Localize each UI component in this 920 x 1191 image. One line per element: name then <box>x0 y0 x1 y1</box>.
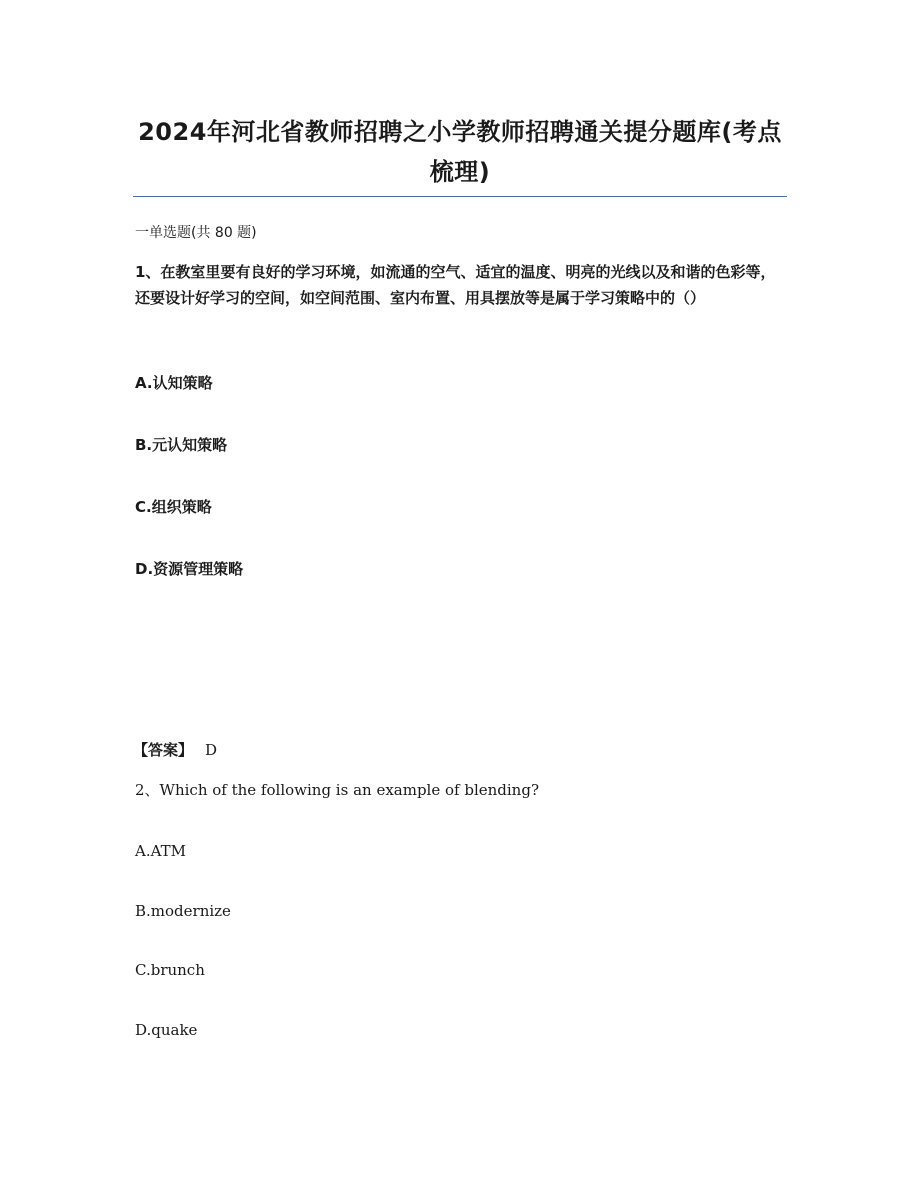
question-2-option-a: A.ATM <box>135 842 186 860</box>
page-title: 2024年河北省教师招聘之小学教师招聘通关提分题库(考点梳理) <box>138 118 782 186</box>
question-2-option-b: B.modernize <box>135 902 231 920</box>
answer-label: 【答案】 <box>133 741 194 759</box>
question-1-option-d: D.资源管理策略 <box>135 560 244 578</box>
title-divider <box>133 196 787 197</box>
question-1-option-a: A.认知策略 <box>135 374 213 392</box>
question-1-stem: 1、在教室里要有良好的学习环境，如流通的空气、适宜的温度、明亮的光线以及和谐的色彩等，还要设计好学习的空间，如空间范围、室内布置、用具摆放等是属于学习策略中的（） <box>135 263 776 307</box>
question-2-option-c: C.brunch <box>135 961 205 979</box>
question-1-option-c: C.组织策略 <box>135 498 212 516</box>
question-1-answer <box>133 739 217 761</box>
question-1-option-b: B.元认知策略 <box>135 436 228 454</box>
answer-value: D <box>205 741 218 759</box>
question-2-option-d: D.quake <box>135 1021 198 1039</box>
question-2-stem: 2、Which of the following is an example of blending? <box>135 781 539 799</box>
section-label: 一单选题(共 80 题) <box>135 225 257 241</box>
